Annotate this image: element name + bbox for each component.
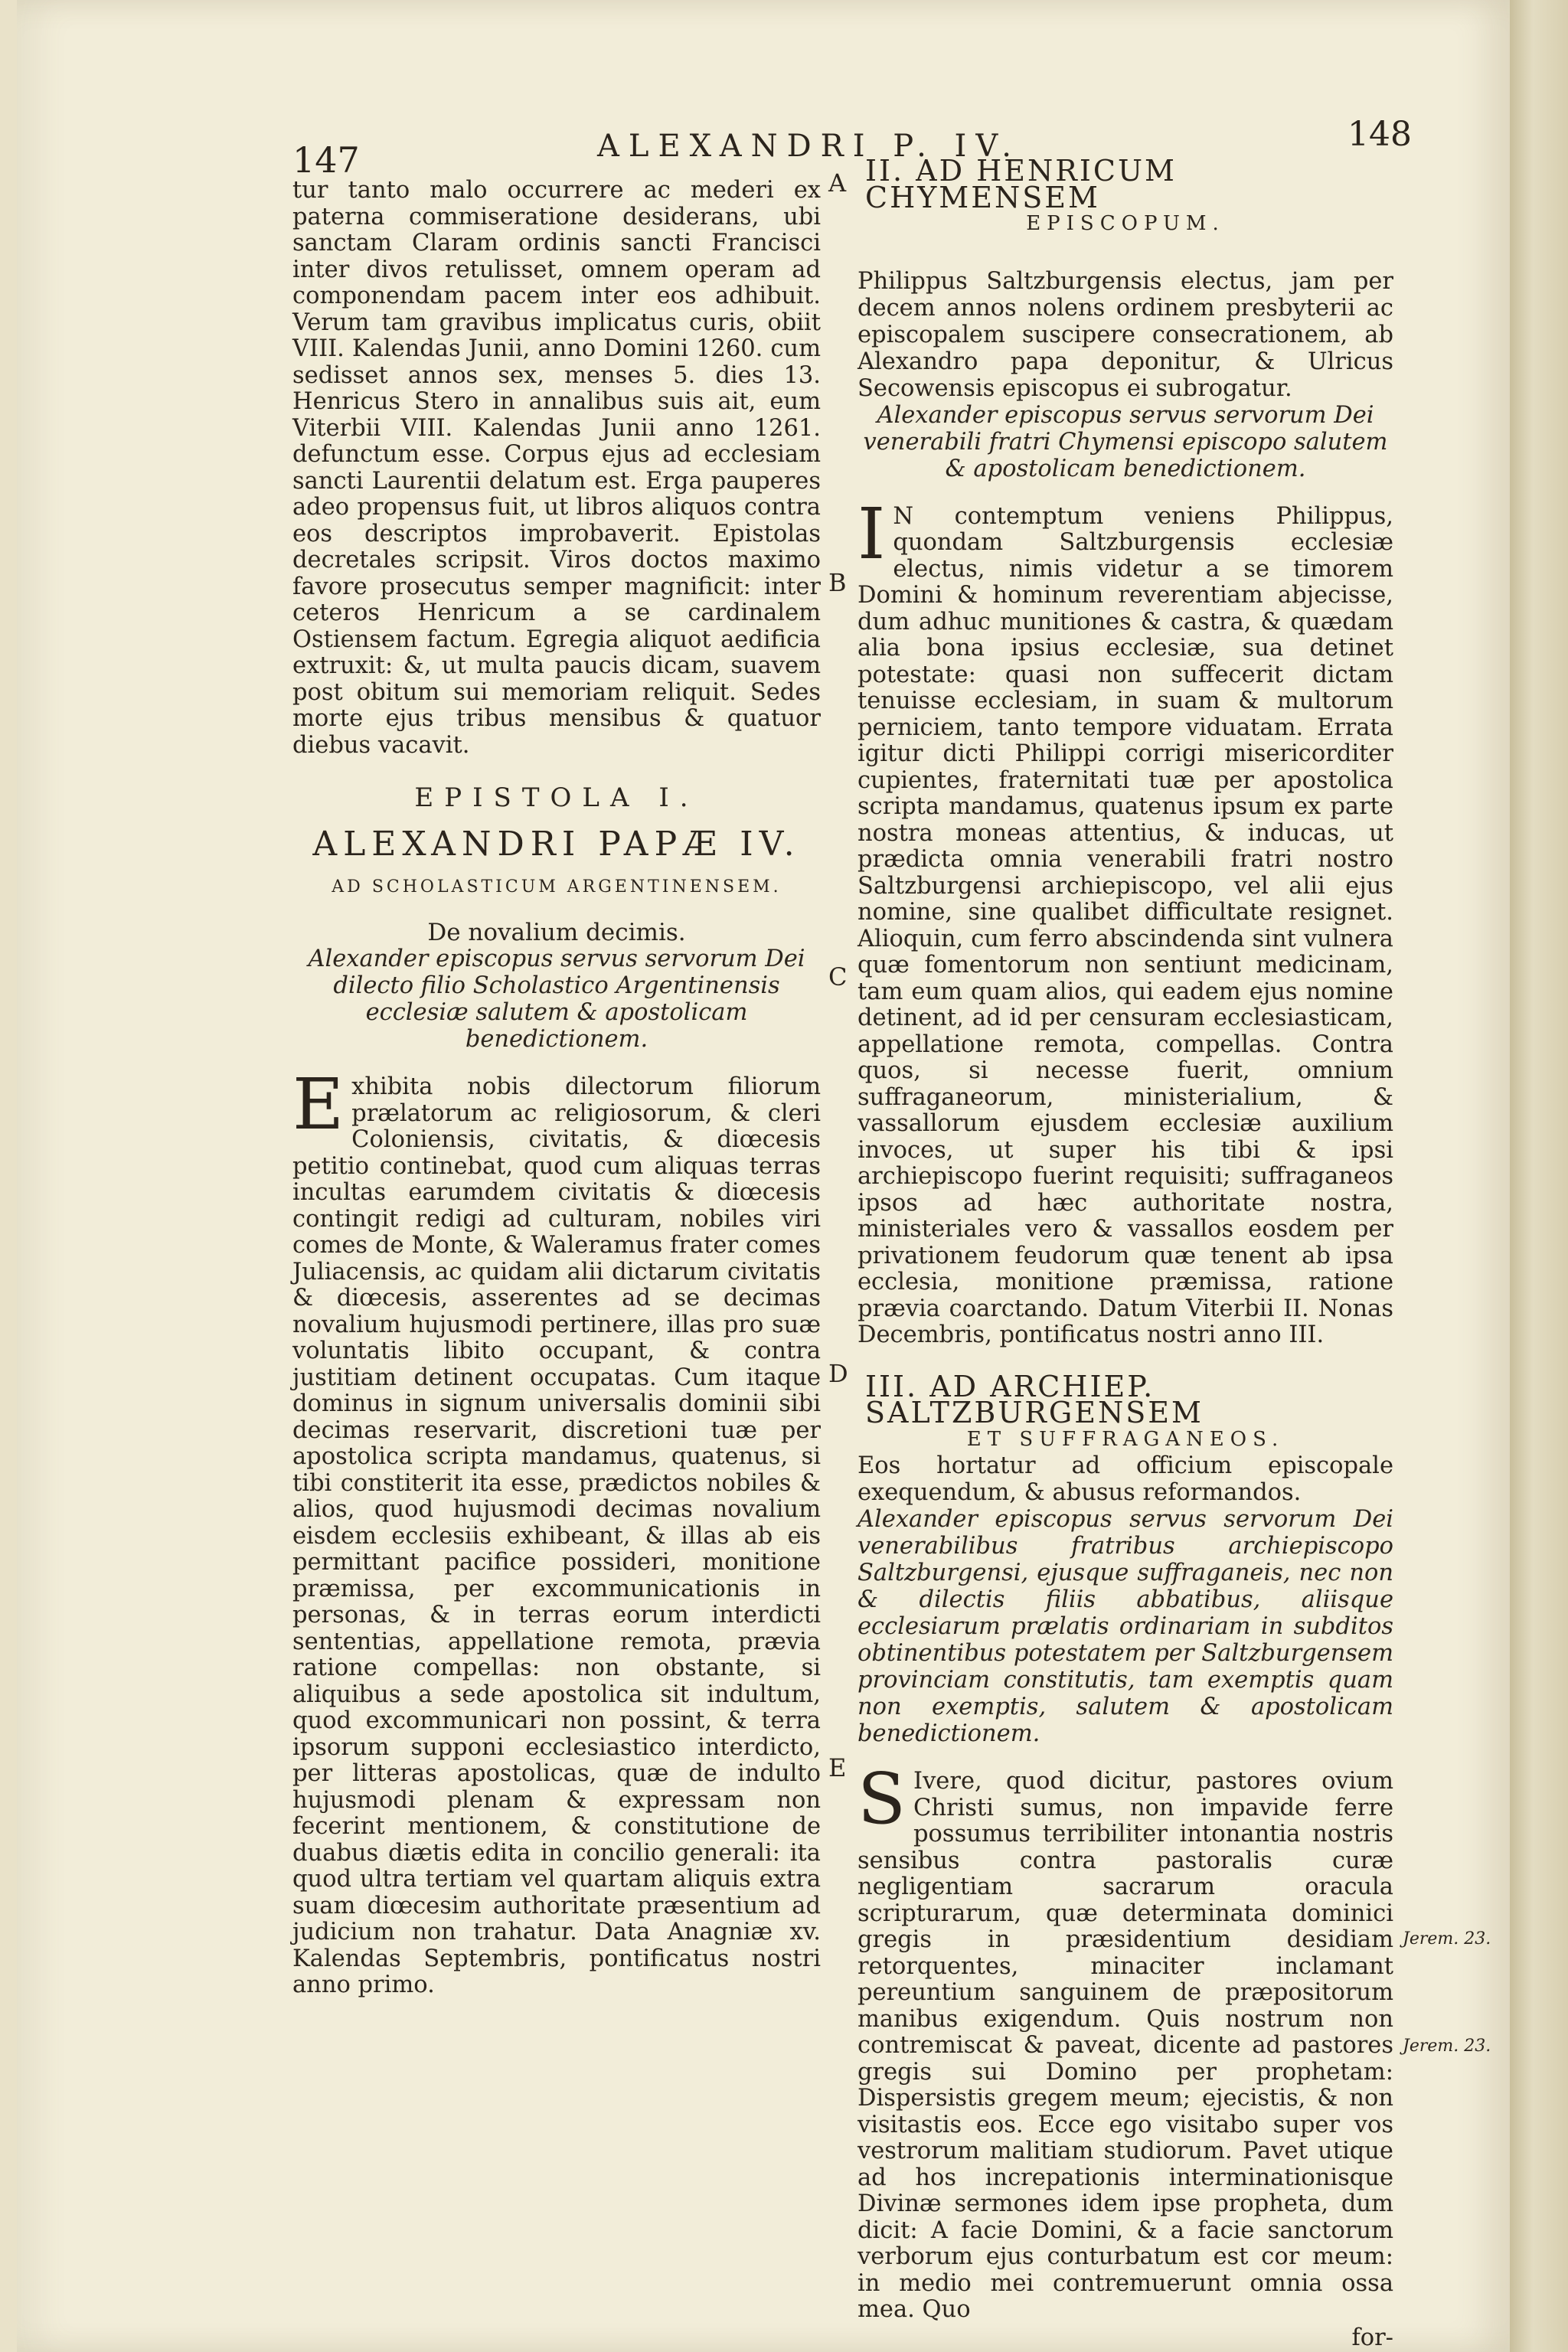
section-3-salutation: Alexander episcopus servus servorum Dei venerabilibus fratribus archiepiscopo Saltzburgensi, ejusque suffraganeis, nec non & dilectis filiis abbatibus, aliisque ecclesiarum prælatis ordinariam in subditos obtinentibus potestatem per Saltzburgensem provinciam constitutis, tam exemptis quam non exemptis, salutem & apostolicam benedictionem. bbox=[858, 1506, 1393, 1747]
section-3-body bbox=[858, 1758, 1393, 2324]
section-3-title: III. AD ARCHIEP. SALTZBURGENSEM bbox=[865, 1369, 1204, 1429]
margin-reference-1: Jerem. 23. bbox=[1403, 1929, 1491, 1949]
section-2-title: II. AD HENRICUM CHYMENSEM bbox=[865, 154, 1177, 214]
running-title: ALEXANDRI P. IV. bbox=[597, 129, 1021, 164]
intro-paragraph: tur tanto malo occurrere ac mederi ex paterna commiseratione desiderans, ubi sanctam Claram ordinis sancti Francisci inter divos retulisset, omnem operam ad componendam pacem inter eos adhibuit. Verum tam gravibus implicatus curis, obiit VIII. Kalendas Junii, anno Domini 1260. cum sedisset annos sex, menses 5. dies 13. Henricus Stero in annalibus suis ait, eum Viterbii VIII. Kalendas Junii anno 1261. defunctum esse. Corpus ejus ad ecclesiam sancti Laurentii delatum est. Erga pauperes adeo propensus fuit, ut libros aliquos contra eos descriptos improbaverit. Epistolas decretales scripsit. Viros doctos maximo favore prosecutus semper magnificit: inter ceteros Henricum a se cardinalem Ostiensem factum. Egregia aliquot aedificia extruxit: &, ut multa paucis dicam, suavem post obitum sui memoriam reliquit. Sedes morte ejus tribus mensibus & quatuor diebus vacavit. bbox=[292, 177, 821, 759]
gutter-letter-d: D bbox=[828, 1359, 848, 1388]
letter-body-text: xhibita nobis dilectorum filiorum prælatorum ac religiosorum, & cleri Coloniensis, civitatis, & diœcesis petitio continebat, quod cum aliquas terras incultas earumdem civitatis & diœcesis contingit redigi ad culturam, nobiles viri comes de Monte, & Waleramus frater comes Juliacensis, ac quidam alii dictarum civitatis & diœcesis, asserentes ad se decimas novalium hujusmodi pertinere, illas pro suæ voluntatis libito occupant, & contra justitiam detinent occupatas. Cum itaque dominus in signum universalis dominii sibi decimas reservarit, discretioni tuæ per apostolica scripta mandamus, quatenus, si tibi constiterit ita esse, prædictos nobiles & alios, quod hujusmodi decimas novalium eisdem ecclesiis exhibeant, & illas ab eis permittant pacifice possideri, monitione præmissa, per excommunicationis in personas, & in terras eorum interdicti sententias, appellatione remota, prævia ratione compellas: non obstante, si aliquibus a sede apostolica sit indultum, quod excommunicari non possint, & terra ipsorum supponi ecclesiastico interdicto, per litteras apostolicas, quæ de indulto hujusmodi plenam & expressam non fecerint mentionem, & constitutione de duabus diætis edita in concilio generali: ita quod ultra tertiam vel quartam aliquis extra suam diœcesim authoritate præsentium ad judicium non trahatur. Data Anagniæ xv. Kalendas Septembris, pontificatus nostri anno primo. bbox=[292, 1073, 821, 1998]
left-column bbox=[292, 178, 821, 1999]
section-3-subtitle: ET SUFFRAGANEOS. bbox=[966, 1427, 1285, 1451]
salutation: Alexander episcopus servus servorum Dei dilecto filio Scholastico Argentinensis ecclesiæ salutem & apostolicam benedictionem. bbox=[308, 946, 805, 1053]
epistola-heading: EPISTOLA I. bbox=[414, 782, 699, 813]
page-number-left: 147 bbox=[292, 139, 360, 181]
margin-reference-2: Jerem. 23. bbox=[1403, 2037, 1491, 2056]
section-2-salutation: Alexander episcopus servus servorum Dei venerabili fratri Chymensi episcopo salutem & apostolicam benedictionem. bbox=[863, 401, 1388, 482]
gutter-letter-e: E bbox=[828, 1753, 847, 1782]
section-3-body-text: Ivere, quod dicitur, pastores ovium Christi sumus, non impavide ferre possumus terribiliter intonantia nostris sensibus contra pastoralis curæ negligentiam sacrarum oracula scripturarum, quæ determinata dominici gregis in præsidentium desidiam retorquentes, minaciter inclamant pereuntium sanguinem de præpositorum manibus exigendum. Quis nostrum non contremiscat & paveat, dicente ad pastores gregis sui Domino per prophetam: Dispersistis gregem meum; ejecistis, & non visitastis eos. Ecce ego visitabo super vos vestrorum malitiam studiorum. Pavet utique ad hos increpationis interminationisque Divinæ sermones idem ipse propheta, dum dicit: A facie Domini, & a facie sanctorum verborum ejus conturbatum est cor meum: in medio mei contremuerunt omnia ossa mea. Quo bbox=[858, 1768, 1393, 2323]
page-number-right: 148 bbox=[1348, 115, 1412, 154]
gutter-letter-b: B bbox=[828, 568, 847, 597]
section-2-subtitle: EPISCOPUM. bbox=[1026, 212, 1225, 235]
pope-heading: ALEXANDRI PAPÆ IV. bbox=[312, 824, 801, 864]
section-2-body-text: N contemptum veniens Philippus, quondam Saltzburgensis ecclesiæ electus, nimis videtur a se timorem Domini & hominum reverentiam abjecisse, dum adhuc munitiones & castra, & quædam alia bona ipsius ecclesiæ, sua detinet potestate: quasi non suffecerit dictam tenuisse ecclesiam, in suam & multorum perniciem, tanto tempore viduatam. Errata igitur dicti Philippi corrigi misericorditer cupientes, fraternitati tuæ per apostolica scripta mandamus, quatenus ipsum ex parte nostra moneas attentius, & inducas, ut prædicta omnia venerabili fratri nostro Saltzburgensi archiepiscopo, vel alii ejus nomine, sine qualibet difficultate resignet. Alioquin, cum ferro abscindenda sint vulnera quæ fomentorum non sentiunt medicinam, tam eum quam alios, qui eadem ejus nomine detinent, ad id per censuram ecclesiasticam, appellatione remota, compellas. Contra quos, si necesse fuerit, omnium suffraganeorum, ministerialium, & vassallorum ejusdem ecclesiæ auxilium invoces, ut super his tibi & ipsi archiepiscopo fuerint requisiti; suffraganeos ipsos ad hæc authoritate nostra, ministeriales vero & vassallos eosdem per privationem feudorum quæ tenent ab ipsa ecclesia, monitione præmissa, ratione prævia coarctando. Datum Viterbii II. Nonas Decembris, pontificatus nostri anno III. bbox=[858, 502, 1393, 1348]
subject-heading: De novalium decimis. bbox=[427, 918, 686, 946]
section-3-drop-cap: S bbox=[858, 1758, 906, 1840]
section-2-body bbox=[858, 492, 1393, 1349]
right-column bbox=[858, 154, 1393, 2351]
section-2-argument: Philippus Saltzburgensis electus, jam per decem annos nolens ordinem presbyterii ac episcopalem suscipere consecrationem, ab Alexandro papa deponitur, & Ulricus Secowensis episcopus ei subrogatur. bbox=[858, 267, 1393, 402]
section-3-argument: Eos hortatur ad officium episcopale exequendum, & abusus reformandos. bbox=[858, 1452, 1393, 1506]
adjacent-page-edge bbox=[1510, 0, 1568, 2352]
drop-cap: E bbox=[292, 1063, 345, 1145]
letter-body bbox=[292, 1063, 821, 1999]
gutter-letter-a: A bbox=[828, 168, 847, 198]
addressee-heading: AD SCHOLASTICUM ARGENTINENSEM. bbox=[332, 877, 782, 897]
catchword: for- bbox=[1351, 2324, 1393, 2351]
gutter-letter-c: C bbox=[828, 962, 848, 991]
section-2-drop-cap: I bbox=[858, 492, 886, 575]
